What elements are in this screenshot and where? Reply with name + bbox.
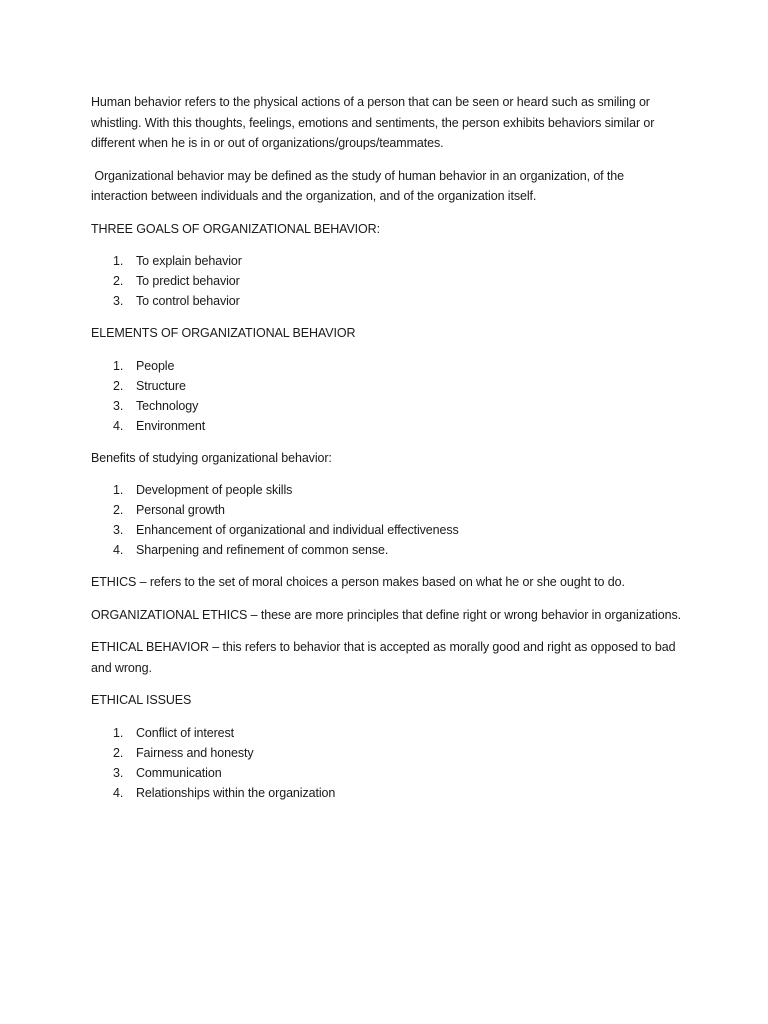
list-item-text: To control behavior bbox=[136, 294, 240, 308]
list-item bbox=[91, 480, 681, 500]
list-item bbox=[91, 376, 681, 396]
heading-elements: ELEMENTS OF ORGANIZATIONAL BEHAVIOR bbox=[91, 326, 356, 340]
list-number: 2. bbox=[113, 745, 124, 760]
paragraph-organizational-ethics: ORGANIZATIONAL ETHICS – these are more principles that define right or wrong behavior in organizations. bbox=[91, 607, 681, 622]
paragraph-ethics: ETHICS – refers to the set of moral choices a person makes based on what he or she ought to do. bbox=[91, 575, 625, 589]
list-benefits bbox=[91, 480, 681, 560]
list-item bbox=[91, 743, 681, 763]
list-number: 1. bbox=[113, 725, 124, 740]
list-number: 2. bbox=[113, 274, 124, 288]
list-item-text: Relationships within the organization bbox=[136, 785, 336, 800]
list-three-goals bbox=[91, 251, 681, 311]
list-item bbox=[91, 520, 681, 540]
list-number: 1. bbox=[113, 483, 124, 497]
paragraph-ethical-behavior: ETHICAL BEHAVIOR – this refers to behavior that is accepted as morally good and right as opposed to bad and wrong. bbox=[91, 640, 676, 675]
list-item bbox=[91, 540, 681, 560]
list-number: 2. bbox=[113, 503, 124, 517]
list-item bbox=[91, 251, 681, 271]
list-item-text: Enhancement of organizational and individual effectiveness bbox=[136, 523, 459, 537]
list-number: 3. bbox=[113, 523, 124, 537]
list-item bbox=[91, 271, 681, 291]
list-item-text: To explain behavior bbox=[136, 254, 242, 268]
list-item-text: To predict behavior bbox=[136, 274, 240, 288]
list-number: 4. bbox=[113, 785, 124, 800]
list-number: 4. bbox=[113, 418, 124, 433]
list-item bbox=[91, 291, 681, 311]
list-item-text: Development of people skills bbox=[136, 483, 293, 497]
list-item-text: Technology bbox=[136, 398, 199, 413]
list-item bbox=[91, 356, 681, 376]
list-item-text: Structure bbox=[136, 378, 186, 393]
list-item bbox=[91, 416, 681, 436]
list-elements bbox=[91, 356, 681, 436]
heading-three-goals: THREE GOALS OF ORGANIZATIONAL BEHAVIOR: bbox=[91, 221, 380, 236]
list-item-text: Sharpening and refinement of common sense. bbox=[136, 543, 389, 557]
paragraph-human-behavior: Human behavior refers to the physical actions of a person that can be seen or heard such as smiling or whistling. With this thoughts, feelings, emotions and sentiments, the person exhibits behaviors similar or different when he is in or out of organizations/groups/teammates. bbox=[91, 95, 655, 150]
list-item bbox=[91, 763, 681, 783]
list-number: 1. bbox=[113, 358, 124, 373]
list-item-text: Personal growth bbox=[136, 503, 225, 517]
list-item-text: Communication bbox=[136, 765, 222, 780]
list-item-text: People bbox=[136, 358, 175, 373]
list-item-text: Environment bbox=[136, 418, 206, 433]
document-body bbox=[91, 92, 681, 815]
list-number: 1. bbox=[113, 254, 124, 268]
paragraph-organizational-behavior: Organizational behavior may be defined as the study of human behavior in an organization, of the interaction between individuals and the organization, and of the organization itself. bbox=[91, 168, 628, 203]
list-item bbox=[91, 396, 681, 416]
list-ethical-issues bbox=[91, 723, 681, 803]
list-item-text: Fairness and honesty bbox=[136, 745, 254, 760]
list-number: 4. bbox=[113, 543, 124, 557]
heading-ethical-issues: ETHICAL ISSUES bbox=[91, 693, 192, 707]
list-item bbox=[91, 783, 681, 803]
list-item-text: Conflict of interest bbox=[136, 725, 235, 740]
list-number: 2. bbox=[113, 378, 124, 393]
list-item bbox=[91, 723, 681, 743]
heading-benefits: Benefits of studying organizational behavior: bbox=[91, 450, 332, 465]
list-number: 3. bbox=[113, 765, 124, 780]
list-number: 3. bbox=[113, 294, 124, 308]
list-number: 3. bbox=[113, 398, 124, 413]
list-item bbox=[91, 500, 681, 520]
